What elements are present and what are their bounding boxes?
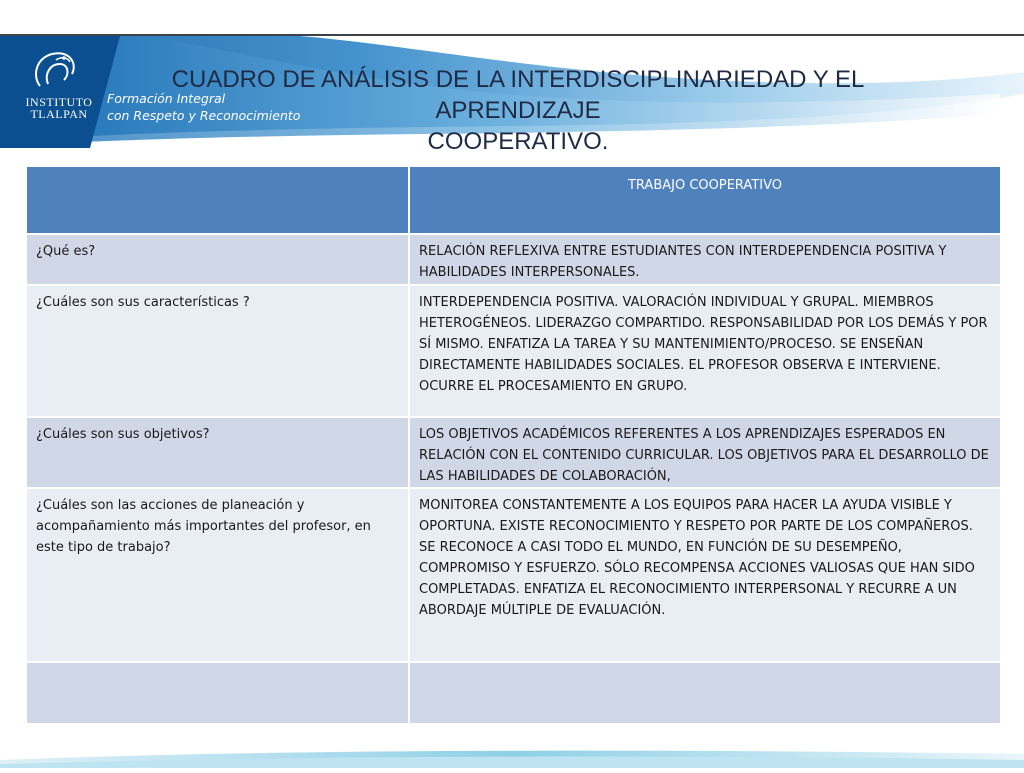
answer-cell: RELACIÓN REFLEXIVA ENTRE ESTUDIANTES CON INTERDEPENDENCIA POSITIVA Y HABILIDADES INTERPERSONALES. [409,234,1001,285]
question-cell: ¿Qué es? [26,234,409,285]
question-cell [26,662,409,724]
table-header-row [26,166,1001,234]
question-cell: ¿Cuáles son sus características ? [26,285,409,417]
institute-name-line1: INSTITUTO [25,95,93,109]
tagline-line1: Formación Integral [107,91,226,106]
institute-name-line2: TLALPAN [30,107,88,121]
tagline-line2: con Respeto y Reconocimiento [107,108,301,123]
answer-cell: LOS OBJETIVOS ACADÉMICOS REFERENTES A LOS APRENDIZAJES ESPERADOS EN RELACIÓN CON EL CONTENIDO CURRICULAR. LOS OBJETIVOS PARA EL DESARROLLO DE LAS HABILIDADES DE COLABORACIÓN, [409,417,1001,488]
table-row [26,285,1001,417]
question-cell: ¿Cuáles son las acciones de planeación y acompañamiento más importantes del profesor, en este tipo de trabajo? [26,488,409,662]
table-row [26,234,1001,285]
footer-wave-graphic [0,730,1024,768]
header-cell-trabajo-cooperativo: TRABAJO COOPERATIVO [409,166,1001,234]
slide-title-line1: CUADRO DE ANÁLISIS DE LA INTERDISCIPLINARIEDAD Y EL APRENDIZAJE [171,66,865,124]
logo-emblem-icon [18,46,98,96]
footer-wave [0,730,1024,768]
table-row [26,662,1001,724]
analysis-table [25,165,1002,725]
institute-name [22,96,96,120]
answer-cell: MONITOREA CONSTANTEMENTE A LOS EQUIPOS PARA HACER LA AYUDA VISIBLE Y OPORTUNA. EXISTE RECONOCIMIENTO Y RESPETO POR PARTE DE LOS COMPAÑEROS. SE RECONOCE A CASI TODO EL MUNDO, EN FUNCIÓN DE SU DESEMPEÑO, COMPROMISO Y ESFUERZO. SÓLO RECOMPENSA ACCIONES VALIOSAS QUE HAN SIDO COMPLETADAS. ENFATIZA EL RECONOCIMIENTO INTERPERSONAL Y RECURRE A UN ABORDAJE MÚLTIPLE DE EVALUACIÓN. [409,488,1001,662]
table-row [26,488,1001,662]
answer-cell: INTERDEPENDENCIA POSITIVA. VALORACIÓN INDIVIDUAL Y GRUPAL. MIEMBROS HETEROGÉNEOS. LIDERAZGO COMPARTIDO. RESPONSABILIDAD POR LOS DEMÁS Y POR SÍ MISMO. ENFATIZA LA TAREA Y SU MANTENIMIENTO/PROCESO. SE ENSEÑAN DIRECTAMENTE HABILIDADES SOCIALES. EL PROFESOR OBSERVA E INTERVIENE. OCURRE EL PROCESAMIENTO EN GRUPO. [409,285,1001,417]
question-cell: ¿Cuáles son sus objetivos? [26,417,409,488]
top-blank-strip [0,0,1024,35]
answer-cell [409,662,1001,724]
table-row [26,417,1001,488]
header-cell-empty [26,166,409,234]
slide-title-line2: COOPERATIVO. [427,128,609,155]
slide-title [100,64,936,157]
